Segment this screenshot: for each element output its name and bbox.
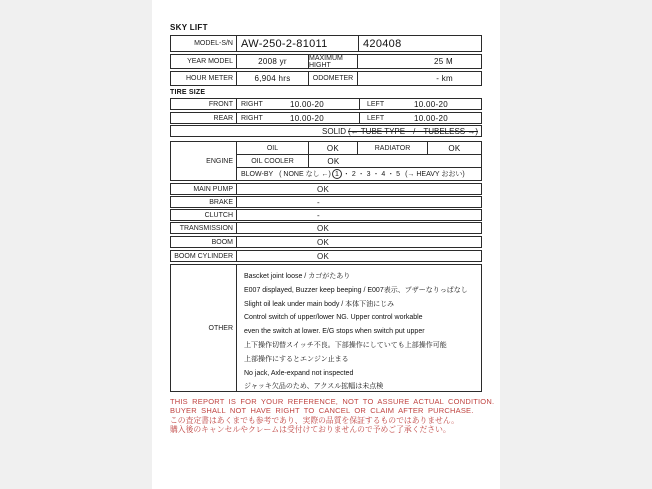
boom-cylinder-row bbox=[170, 250, 482, 262]
year-model-value: 2008 yr bbox=[237, 55, 309, 68]
odometer-label: ODOMETER bbox=[309, 72, 358, 85]
engine-oil-radiator-row bbox=[237, 142, 481, 154]
oil-cooler-label: OIL COOLER bbox=[237, 155, 309, 167]
engine-label: ENGINE bbox=[171, 142, 237, 180]
tire-front-right-cell bbox=[237, 99, 360, 109]
odometer-value: - km bbox=[436, 74, 453, 83]
disclaimer bbox=[170, 397, 495, 435]
blowby-none-label: ( NONE なし ←) bbox=[279, 171, 331, 178]
disclaimer-line-jp: この査定書はあくまでも参考であり、実際の品質を保証するものではありません。 bbox=[170, 415, 459, 425]
tire-front-right-value: 10.00-20 bbox=[290, 99, 324, 109]
tire-rear-right-cell bbox=[237, 113, 360, 123]
radiator-value: OK bbox=[448, 143, 461, 153]
main-pump-row bbox=[170, 183, 482, 195]
clutch-value: - bbox=[317, 210, 320, 220]
clutch-row bbox=[170, 209, 482, 221]
main-pump-value: OK bbox=[317, 184, 330, 194]
hour-meter-value: 6,904 hrs bbox=[237, 72, 309, 85]
report-page bbox=[152, 0, 500, 489]
model-sn-row bbox=[170, 35, 482, 52]
tube-type-struck-text: (← TUBE TYPE / TUBELESS →) bbox=[348, 126, 478, 136]
other-row bbox=[170, 264, 482, 392]
other-note-line: Slight oil leak under main body / 本体下油にじみ bbox=[244, 300, 395, 308]
tire-front-label: FRONT bbox=[171, 99, 237, 109]
other-note-line: 上部操作にするとエンジン止まる bbox=[244, 355, 349, 363]
year-model-label: YEAR MODEL bbox=[171, 55, 237, 68]
hour-meter-row bbox=[170, 71, 482, 86]
report-content bbox=[170, 23, 495, 435]
boom-cylinder-value: OK bbox=[317, 251, 330, 261]
blowby-heavy-label: (→ HEAVY おおい) bbox=[405, 171, 465, 178]
other-notes bbox=[237, 265, 481, 391]
oil-cooler-value: OK bbox=[327, 156, 340, 166]
transmission-row bbox=[170, 222, 482, 234]
tire-left-label-2: LEFT bbox=[367, 114, 385, 122]
tire-rear-row bbox=[170, 112, 482, 124]
solid-label: SOLID bbox=[322, 126, 347, 136]
hour-meter-label: HOUR METER bbox=[171, 72, 237, 85]
tire-rear-right-value: 10.00-20 bbox=[290, 113, 324, 123]
boom-row bbox=[170, 236, 482, 248]
other-note-line: ジャッキ欠品のため、アクスル拡幅は未点検 bbox=[244, 383, 384, 391]
other-note-line: Control switch of upper/lower NG. Upper control workable bbox=[244, 314, 423, 322]
tire-size-heading: TIRE SIZE bbox=[170, 89, 206, 96]
transmission-label: TRANSMISSION bbox=[171, 223, 237, 233]
tire-front-row bbox=[170, 98, 482, 110]
boom-value: OK bbox=[317, 237, 330, 247]
model-sn-value: AW-250-2-81011 bbox=[237, 36, 359, 51]
tire-solid-row bbox=[170, 125, 482, 137]
engine-oil-cooler-row bbox=[237, 154, 481, 167]
tire-rear-label: REAR bbox=[171, 113, 237, 123]
tire-left-label: LEFT bbox=[367, 100, 385, 108]
other-note-line: No jack, Axle-expand not inspected bbox=[244, 369, 354, 377]
blowby-selected-circle: 1 bbox=[332, 169, 342, 179]
maximum-hight-label: MAXIMUM HIGHT bbox=[309, 55, 358, 68]
tire-rear-left-value: 10.00-20 bbox=[414, 113, 448, 123]
tire-right-label: RIGHT bbox=[241, 100, 263, 108]
engine-blowby-row bbox=[237, 167, 481, 180]
disclaimer-line-en: THIS REPORT IS FOR YOUR REFERENCE, NOT TO ASSURE ACTUAL CONDITION. bbox=[170, 397, 495, 406]
disclaimer-line-en: BUYER SHALL NOT HAVE RIGHT TO CANCEL OR CLAIM AFTER PURCHASE. bbox=[170, 406, 474, 416]
year-model-row bbox=[170, 54, 482, 69]
model-sn-label: MODEL-S/N bbox=[171, 36, 237, 51]
other-note-line: E007 displayed, Buzzer keep beeping / E007表示、ブザーなりっぱなし bbox=[244, 286, 468, 294]
page-title: SKY LIFT bbox=[170, 23, 208, 32]
transmission-value: OK bbox=[317, 223, 330, 233]
brake-label: BRAKE bbox=[171, 197, 237, 207]
boom-cylinder-label: BOOM CYLINDER bbox=[171, 251, 237, 261]
engine-subtable bbox=[237, 142, 481, 180]
radiator-label: RADIATOR bbox=[358, 142, 428, 154]
disclaimer-line-jp: 購入後のキャンセルやクレームは受付けておりませんので予めご了承ください。 bbox=[170, 425, 451, 435]
oil-cooler-spacer bbox=[358, 155, 481, 167]
maximum-hight-value: 25 M bbox=[434, 57, 453, 66]
brake-value: - bbox=[317, 197, 320, 207]
tire-right-label-2: RIGHT bbox=[241, 114, 263, 122]
tire-rear-left-cell bbox=[360, 113, 481, 123]
other-note-line: even the switch at lower. E/G stops when switch put upper bbox=[244, 328, 425, 336]
tire-front-left-cell bbox=[360, 99, 481, 109]
oil-value: OK bbox=[309, 142, 358, 154]
blowby-scale: ・ 2 ・ 3 ・ 4 ・ 5 bbox=[342, 171, 401, 178]
brake-row bbox=[170, 196, 482, 208]
boom-label: BOOM bbox=[171, 237, 237, 247]
engine-row bbox=[170, 141, 482, 181]
tire-front-left-value: 10.00-20 bbox=[414, 99, 448, 109]
other-note-line: 上下操作切替スイッチ不良。下部操作にしていても上部操作可能 bbox=[244, 341, 447, 349]
oil-label: OIL bbox=[237, 142, 309, 154]
serial-value: 420408 bbox=[363, 37, 402, 50]
clutch-label: CLUTCH bbox=[171, 210, 237, 220]
other-label: OTHER bbox=[171, 265, 237, 391]
main-pump-label: MAIN PUMP bbox=[171, 184, 237, 194]
blowby-label: BLOW-BY bbox=[241, 170, 274, 178]
other-note-line: Bascket joint loose / カゴがたあり bbox=[244, 273, 351, 280]
